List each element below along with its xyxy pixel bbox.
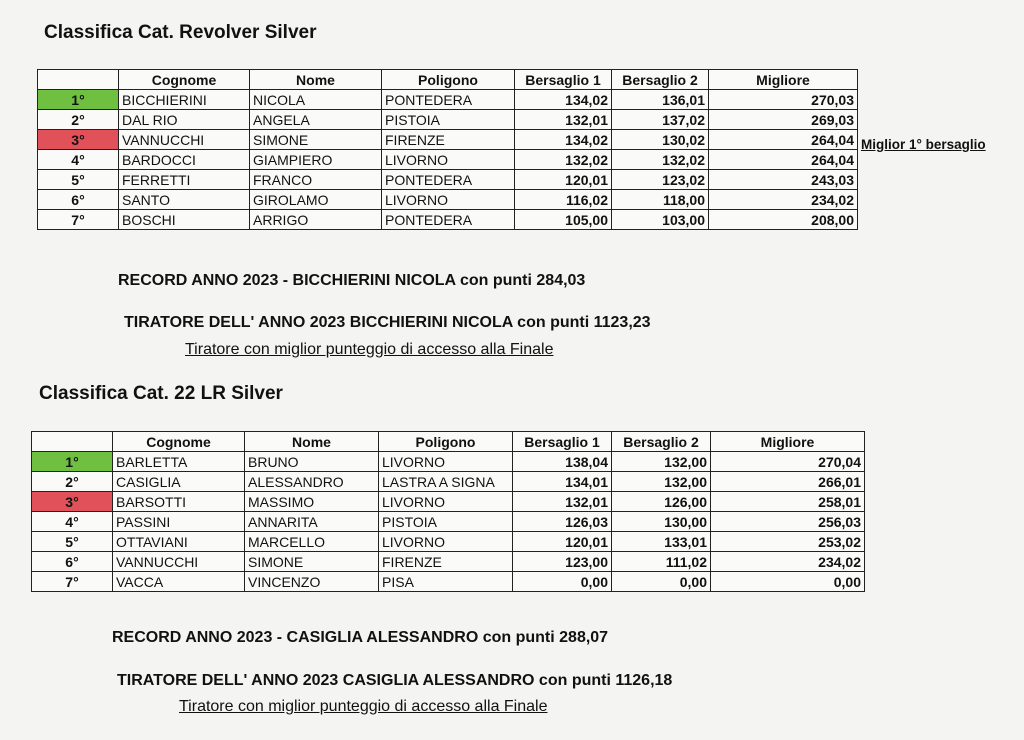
table-row <box>38 110 858 130</box>
nome-cell: BRUNO <box>245 452 379 472</box>
migliore-cell: 264,04 <box>709 150 858 170</box>
position-cell: 1° <box>32 452 113 472</box>
bersaglio-1-cell: 120,01 <box>513 532 612 552</box>
poligono-cell: LIVORNO <box>382 150 515 170</box>
migliore-cell: 266,01 <box>711 472 865 492</box>
cognome-cell: VANNUCCHI <box>119 130 250 150</box>
bersaglio-2-cell: 103,00 <box>612 210 709 230</box>
bersaglio-1-cell: 126,03 <box>513 512 612 532</box>
header-nome: Nome <box>250 70 382 90</box>
poligono-cell: PONTEDERA <box>382 210 515 230</box>
lr22-ranking-table <box>31 431 865 592</box>
cognome-cell: BARLETTA <box>113 452 245 472</box>
position-cell: 7° <box>32 572 113 592</box>
poligono-cell: LIVORNO <box>379 452 513 472</box>
nome-cell: NICOLA <box>250 90 382 110</box>
cognome-cell: VACCA <box>113 572 245 592</box>
lr22-section-title: Classifica Cat. 22 LR Silver <box>39 383 283 404</box>
poligono-cell: PISTOIA <box>379 512 513 532</box>
cognome-cell: BOSCHI <box>119 210 250 230</box>
table-row <box>32 512 865 532</box>
nome-cell: FRANCO <box>250 170 382 190</box>
poligono-cell: LIVORNO <box>379 532 513 552</box>
bersaglio-2-cell: 0,00 <box>612 572 711 592</box>
table-header-row <box>32 432 865 452</box>
table-row <box>32 472 865 492</box>
table-row <box>38 170 858 190</box>
nome-cell: ARRIGO <box>250 210 382 230</box>
migliore-cell: 264,04 <box>709 130 858 150</box>
bersaglio-1-cell: 116,02 <box>515 190 612 210</box>
migliore-cell: 269,03 <box>709 110 858 130</box>
bersaglio-2-cell: 118,00 <box>612 190 709 210</box>
table-row <box>38 150 858 170</box>
poligono-cell: FIRENZE <box>382 130 515 150</box>
bersaglio-1-cell: 0,00 <box>513 572 612 592</box>
nome-cell: ALESSANDRO <box>245 472 379 492</box>
position-cell: 4° <box>38 150 119 170</box>
revolver-finale-note: Tiratore con miglior punteggio di accesso alla Finale <box>185 341 554 358</box>
nome-cell: ANNARITA <box>245 512 379 532</box>
migliore-cell: 270,03 <box>709 90 858 110</box>
cognome-cell: DAL RIO <box>119 110 250 130</box>
cognome-cell: OTTAVIANI <box>113 532 245 552</box>
migliore-cell: 234,02 <box>711 552 865 572</box>
migliore-cell: 270,04 <box>711 452 865 472</box>
position-cell: 2° <box>38 110 119 130</box>
bersaglio-2-cell: 126,00 <box>612 492 711 512</box>
header-bersaglio-2: Bersaglio 2 <box>612 70 709 90</box>
header-poligono: Poligono <box>382 70 515 90</box>
table-row <box>32 572 865 592</box>
revolver-record-line: RECORD ANNO 2023 - BICCHIERINI NICOLA con punti 284,03 <box>118 272 586 289</box>
position-cell: 2° <box>32 472 113 492</box>
position-cell: 6° <box>38 190 119 210</box>
cognome-cell: PASSINI <box>113 512 245 532</box>
poligono-cell: PONTEDERA <box>382 90 515 110</box>
header-position <box>32 432 113 452</box>
table-row <box>38 190 858 210</box>
table-row <box>32 452 865 472</box>
position-cell: 5° <box>32 532 113 552</box>
nome-cell: VINCENZO <box>245 572 379 592</box>
nome-cell: GIAMPIERO <box>250 150 382 170</box>
header-bersaglio-1: Bersaglio 1 <box>513 432 612 452</box>
header-migliore: Migliore <box>709 70 858 90</box>
header-cognome: Cognome <box>119 70 250 90</box>
bersaglio-1-cell: 134,02 <box>515 130 612 150</box>
bersaglio-2-cell: 132,00 <box>612 452 711 472</box>
position-cell: 3° <box>38 130 119 150</box>
position-cell: 6° <box>32 552 113 572</box>
migliore-cell: 208,00 <box>709 210 858 230</box>
bersaglio-1-cell: 134,02 <box>515 90 612 110</box>
bersaglio-2-cell: 137,02 <box>612 110 709 130</box>
bersaglio-1-cell: 105,00 <box>515 210 612 230</box>
header-nome: Nome <box>245 432 379 452</box>
nome-cell: GIROLAMO <box>250 190 382 210</box>
bersaglio-2-cell: 136,01 <box>612 90 709 110</box>
header-bersaglio-1: Bersaglio 1 <box>515 70 612 90</box>
poligono-cell: LIVORNO <box>382 190 515 210</box>
table-header-row <box>38 70 858 90</box>
bersaglio-1-cell: 138,04 <box>513 452 612 472</box>
cognome-cell: CASIGLIA <box>113 472 245 492</box>
table-row <box>32 552 865 572</box>
bersaglio-2-cell: 133,01 <box>612 532 711 552</box>
header-position <box>38 70 119 90</box>
table-row <box>32 492 865 512</box>
bersaglio-1-cell: 134,01 <box>513 472 612 492</box>
header-cognome: Cognome <box>113 432 245 452</box>
poligono-cell: FIRENZE <box>379 552 513 572</box>
position-cell: 5° <box>38 170 119 190</box>
revolver-ranking-table <box>37 69 858 230</box>
nome-cell: SIMONE <box>245 552 379 572</box>
table-row <box>38 210 858 230</box>
poligono-cell: PONTEDERA <box>382 170 515 190</box>
header-poligono: Poligono <box>379 432 513 452</box>
cognome-cell: BICCHIERINI <box>119 90 250 110</box>
cognome-cell: VANNUCCHI <box>113 552 245 572</box>
cognome-cell: SANTO <box>119 190 250 210</box>
lr22-shooter-of-year-line: TIRATORE DELL' ANNO 2023 CASIGLIA ALESSANDRO con punti 1126,18 <box>117 672 673 689</box>
position-cell: 4° <box>32 512 113 532</box>
bersaglio-2-cell: 132,00 <box>612 472 711 492</box>
poligono-cell: LASTRA A SIGNA <box>379 472 513 492</box>
bersaglio-1-cell: 132,02 <box>515 150 612 170</box>
nome-cell: MARCELLO <box>245 532 379 552</box>
position-cell: 7° <box>38 210 119 230</box>
table-row <box>32 532 865 552</box>
header-migliore: Migliore <box>711 432 865 452</box>
migliore-cell: 256,03 <box>711 512 865 532</box>
nome-cell: SIMONE <box>250 130 382 150</box>
bersaglio-1-cell: 123,00 <box>513 552 612 572</box>
nome-cell: MASSIMO <box>245 492 379 512</box>
table-row <box>38 90 858 110</box>
bersaglio-2-cell: 132,02 <box>612 150 709 170</box>
header-bersaglio-2: Bersaglio 2 <box>612 432 711 452</box>
poligono-cell: PISTOIA <box>382 110 515 130</box>
bersaglio-2-cell: 111,02 <box>612 552 711 572</box>
migliore-cell: 253,02 <box>711 532 865 552</box>
table-row <box>38 130 858 150</box>
lr22-record-line: RECORD ANNO 2023 - CASIGLIA ALESSANDRO con punti 288,07 <box>112 629 609 646</box>
bersaglio-1-cell: 132,01 <box>513 492 612 512</box>
cognome-cell: BARDOCCI <box>119 150 250 170</box>
bersaglio-2-cell: 123,02 <box>612 170 709 190</box>
lr22-finale-note: Tiratore con miglior punteggio di accesso alla Finale <box>179 698 548 715</box>
nome-cell: ANGELA <box>250 110 382 130</box>
cognome-cell: BARSOTTI <box>113 492 245 512</box>
revolver-shooter-of-year-line: TIRATORE DELL' ANNO 2023 BICCHIERINI NICOLA con punti 1123,23 <box>124 314 651 331</box>
bersaglio-2-cell: 130,02 <box>612 130 709 150</box>
bersaglio-1-cell: 120,01 <box>515 170 612 190</box>
position-cell: 1° <box>38 90 119 110</box>
bersaglio-1-cell: 132,01 <box>515 110 612 130</box>
position-cell: 3° <box>32 492 113 512</box>
cognome-cell: FERRETTI <box>119 170 250 190</box>
migliore-cell: 258,01 <box>711 492 865 512</box>
poligono-cell: LIVORNO <box>379 492 513 512</box>
migliore-cell: 243,03 <box>709 170 858 190</box>
bersaglio-2-cell: 130,00 <box>612 512 711 532</box>
migliore-cell: 234,02 <box>709 190 858 210</box>
migliore-cell: 0,00 <box>711 572 865 592</box>
revolver-section-title: Classifica Cat. Revolver Silver <box>44 22 317 43</box>
best-first-target-note: Miglior 1° bersaglio <box>861 137 986 152</box>
poligono-cell: PISA <box>379 572 513 592</box>
